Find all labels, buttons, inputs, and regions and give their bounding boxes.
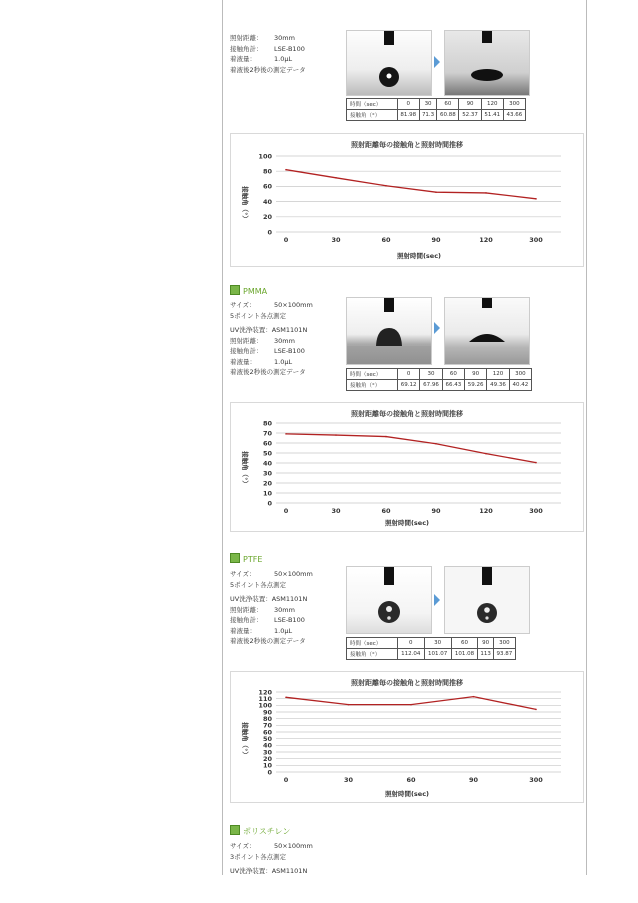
section4-info [230, 841, 313, 877]
table-row: 時間（sec） 0 30 60 90 120 300 [347, 99, 526, 110]
y-tick-label: 30 [262, 469, 272, 478]
table-row: 時間（sec） 0 30 60 90 120 300 [347, 369, 532, 380]
x-tick-label: 90 [431, 236, 441, 244]
info-row: UV洗浄装置：ASM1101N [230, 326, 308, 334]
y-tick-label: 60 [262, 728, 272, 737]
x-tick-label: 90 [431, 507, 441, 515]
chart-title: 照射距離毎の接触角と照射時間推移 [351, 679, 463, 687]
y-tick-label: 0 [267, 768, 272, 777]
info-row: 接触角計： LSE-B100 [230, 347, 305, 355]
info-row: サイズ： 50×100mm [230, 842, 313, 850]
y-tick-label: 0 [267, 228, 272, 237]
data-point [385, 185, 387, 187]
x-tick-label: 60 [381, 236, 391, 244]
data-point [335, 434, 337, 436]
y-tick-label: 70 [262, 721, 272, 730]
line-chart-svg [231, 672, 583, 802]
data-point [473, 696, 475, 698]
y-tick-label: 40 [262, 741, 272, 750]
x-tick-label: 30 [343, 776, 354, 784]
y-tick-label: 60 [262, 439, 272, 448]
info-row: UV洗浄装置：ASM1101N [230, 595, 308, 603]
info-row: 照射距離： 30mm [230, 34, 295, 42]
y-tick-label: 20 [262, 754, 272, 763]
y-tick-label: 20 [262, 213, 272, 222]
y-tick-label: 50 [262, 734, 272, 743]
x-tick-label: 60 [381, 507, 391, 515]
chart-title: 照射距離毎の接触角と照射時間推移 [351, 410, 463, 418]
y-tick-label: 80 [262, 419, 272, 428]
data-point [285, 433, 287, 435]
x-tick-label: 300 [529, 776, 543, 784]
series-line [286, 170, 536, 199]
data-point [535, 462, 537, 464]
line-chart-svg [231, 403, 583, 531]
data-point [535, 198, 537, 200]
y-tick-label: 80 [262, 167, 272, 176]
x-tick-label: 0 [283, 236, 289, 244]
x-tick-label: 300 [529, 507, 543, 515]
table-row: 接触角（°） 112.04 101.07 101.08 113 93.87 [347, 649, 516, 660]
info-row: 着液量： 1.0μL [230, 626, 293, 635]
chart-2 [230, 402, 584, 532]
y-axis-label: 接触角（°） [241, 186, 249, 222]
data-point [410, 704, 412, 706]
measure-note: 着液後2秒後の測定データ [230, 65, 306, 74]
table-row: 接触角（°） 81.98 71.3 60.88 52.37 51.41 43.66 [347, 110, 526, 121]
y-tick-label: 10 [262, 489, 272, 498]
x-axis-label: 照射時間(sec) [384, 519, 430, 527]
info-row: 5ポイント各点測定 [230, 311, 287, 320]
y-tick-label: 0 [267, 499, 272, 508]
section-heading-ptfe: PTFE [230, 553, 262, 564]
y-tick-label: 120 [258, 688, 272, 697]
droplet-photo-before [346, 30, 432, 96]
x-tick-label: 90 [468, 776, 479, 784]
y-tick-label: 50 [262, 449, 272, 458]
document-page [222, 0, 587, 875]
x-axis-label: 照射時間(sec) [396, 252, 442, 260]
data-point [485, 192, 487, 194]
info-row: 5ポイント各点測定 [230, 580, 287, 589]
data-point [535, 709, 537, 711]
y-tick-label: 100 [258, 701, 272, 710]
y-tick-label: 40 [262, 459, 272, 468]
droplet-photo-after [444, 297, 530, 365]
info-row: 着液量： 1.0μL [230, 357, 293, 366]
y-tick-label: 90 [262, 708, 272, 717]
chart-1 [230, 133, 584, 267]
y-tick-label: 80 [262, 714, 272, 723]
measure-note: 着液後2秒後の測定データ [230, 368, 306, 376]
measure-note: 着液後2秒後の測定データ [230, 637, 306, 645]
data-point [285, 697, 287, 699]
arrow-icon [434, 594, 440, 606]
x-tick-label: 0 [283, 776, 289, 784]
chart-title: 照射距離毎の接触角と照射時間推移 [351, 141, 463, 149]
y-axis-label: 接触角（°） [241, 722, 249, 758]
info-row: 着液量： 1.0μL [230, 55, 293, 63]
info-row: サイズ： 50×100mm [230, 570, 313, 578]
droplet-photo-after [444, 566, 530, 634]
info-row: 3ポイント各点測定 [230, 852, 287, 861]
series-line [286, 434, 536, 463]
line-chart-svg [231, 134, 583, 266]
info-row: 照射距離： 30mm [230, 336, 295, 345]
contact-angle-table [346, 98, 526, 121]
data-point [385, 436, 387, 438]
x-tick-label: 0 [283, 507, 289, 515]
y-tick-label: 40 [262, 197, 272, 206]
table-row: 接触角（°） 69.12 67.96 66.43 59.26 49.36 40.42 [347, 380, 532, 391]
info-row: 照射距離： 30mm [230, 605, 295, 614]
x-axis-label: 照射時間(sec) [384, 790, 430, 798]
x-tick-label: 300 [529, 236, 543, 244]
section-heading-polystyrene: ポリスチレン [230, 825, 290, 837]
y-tick-label: 20 [262, 479, 272, 488]
chart-3 [230, 671, 584, 803]
table-row: 時間（sec） 0 30 60 90 300 [347, 638, 516, 649]
data-point [348, 704, 350, 706]
y-tick-label: 10 [262, 761, 272, 770]
x-tick-label: 120 [479, 507, 493, 515]
x-tick-label: 30 [331, 507, 341, 515]
droplet-photo-before [346, 566, 432, 634]
y-tick-label: 70 [262, 429, 272, 438]
section3-info [230, 569, 313, 647]
y-axis-label: 接触角（°） [241, 451, 249, 487]
data-point [435, 443, 437, 445]
square-bullet-icon [230, 553, 240, 563]
section1-info [230, 33, 306, 75]
info-row: 接触角計： LSE-B100 [230, 44, 305, 53]
data-point [285, 169, 287, 171]
contact-angle-table [346, 368, 532, 391]
section2-info [230, 300, 313, 378]
arrow-icon [434, 322, 440, 334]
arrow-icon [434, 56, 440, 68]
data-point [485, 453, 487, 455]
droplet-photo-after [444, 30, 530, 96]
info-row: サイズ： 50×100mm [230, 301, 313, 309]
info-row: UV洗浄装置：ASM1101N [230, 867, 308, 875]
x-tick-label: 120 [479, 236, 493, 244]
y-tick-label: 100 [258, 152, 272, 161]
data-point [435, 191, 437, 193]
section-heading-pmma: PMMA [230, 285, 267, 296]
x-tick-label: 60 [406, 776, 416, 784]
y-tick-label: 60 [262, 182, 272, 191]
y-tick-label: 30 [262, 748, 272, 757]
square-bullet-icon [230, 285, 240, 295]
data-point [335, 177, 337, 179]
x-tick-label: 30 [331, 236, 341, 244]
contact-angle-table [346, 637, 516, 660]
square-bullet-icon [230, 825, 240, 835]
y-tick-label: 110 [258, 694, 272, 703]
info-row: 接触角計： LSE-B100 [230, 616, 305, 624]
droplet-photo-before [346, 297, 432, 365]
